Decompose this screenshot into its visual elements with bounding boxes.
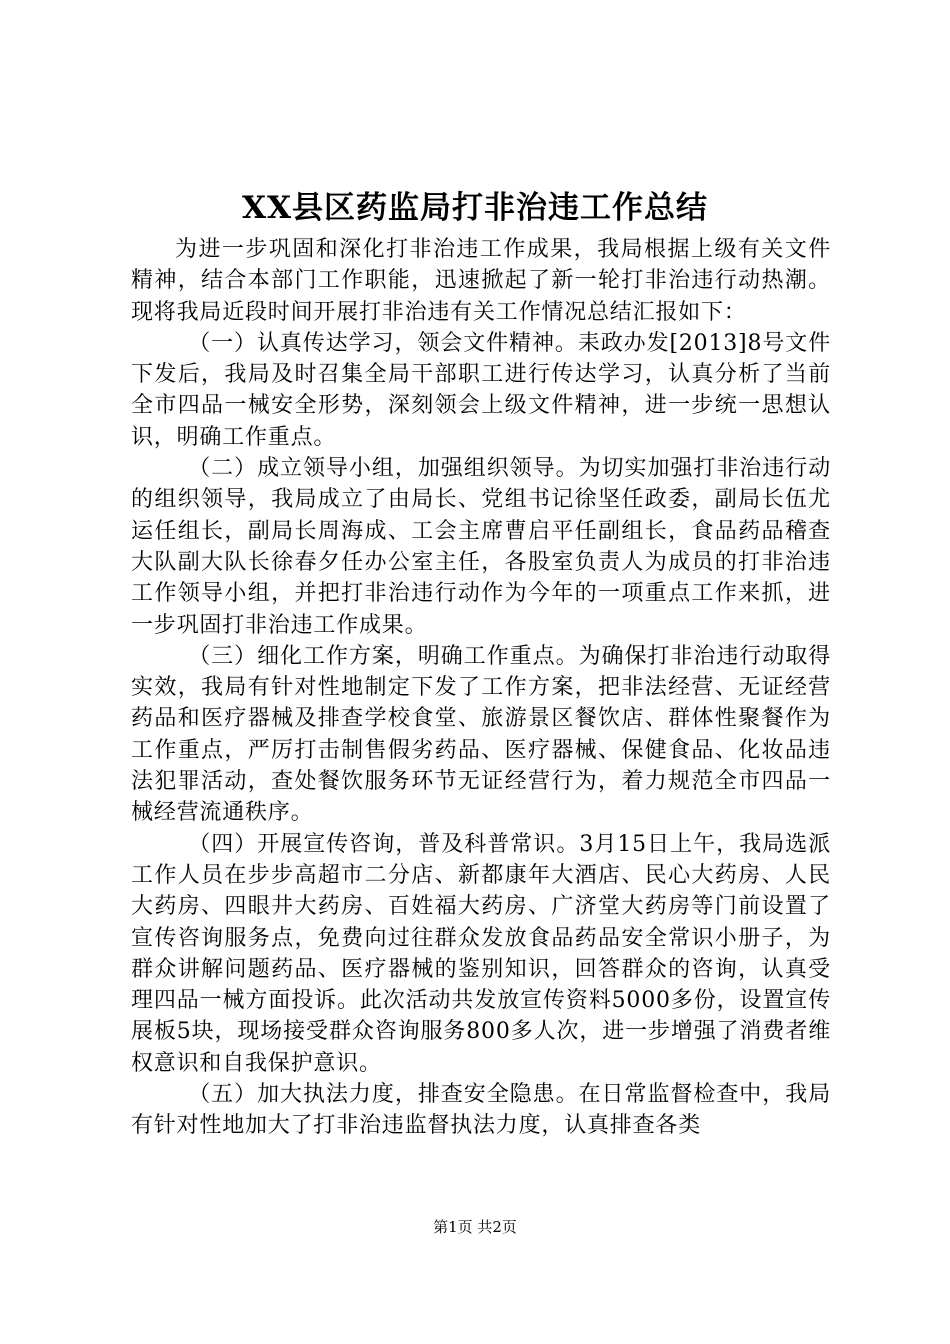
section-2-paragraph: （二）成立领导小组，加强组织领导。为切实加强打非治违行动的组织领导，我局成立了由局长、党组书记徐坚任政委，副局长伍尤运任组长，副局长周海成、工会主席曹启平任副组长，食品药品稽查大队副大队长徐春夕任办公室主任，各股室负责人为成员的打非治违工作领导小组，并把打非治违行动作为今年的一项重点工作来抓，进一步巩固打非治违工作成果。: [131, 456, 831, 638]
document-title: XX县区药监局打非治违工作总结: [241, 190, 709, 226]
section-1-paragraph: （一）认真传达学习，领会文件精神。耒政办发[2013]8号文件下发后，我局及时召集全局干部职工进行传达学习，认真分析了当前全市四品一械安全形势，深刻领会上级文件精神，进一步统一思想认识，明确工作重点。: [131, 330, 831, 450]
section-3-paragraph: （三）细化工作方案，明确工作重点。为确保打非治违行动取得实效，我局有针对性地制定下发了工作方案，把非法经营、无证经营药品和医疗器械及排查学校食堂、旅游景区餐饮店、群体性聚餐作为工作重点，严厉打击制售假劣药品、医疗器械、保健食品、化妆品违法犯罪活动，查处餐饮服务环节无证经营行为，着力规范全市四品一械经营流通秩序。: [131, 643, 831, 826]
section-5-paragraph: （五）加大执法力度，排查安全隐患。在日常监督检查中，我局有针对性地加大了打非治违监督执法力度，认真排查各类: [131, 1082, 831, 1139]
document-body: [131, 234, 831, 1142]
section-4-paragraph: （四）开展宣传咨询，普及科普常识。3月15日上午，我局选派工作人员在步步高超市二分店、新都康年大酒店、民心大药房、人民大药房、四眼井大药房、百姓福大药房、广济堂大药房等门前设置了宣传咨询服务点，免费向过往群众发放食品药品安全常识小册子，为群众讲解问题药品、医疗器械的鉴别知识，回答群众的咨询，认真受理四品一械方面投诉。此次活动共发放宣传资料5000多份，设置宣传展板5块，现场接受群众咨询服务800多人次，进一步增强了消费者维权意识和自我保护意识。: [131, 831, 831, 1076]
intro-paragraph: 为进一步巩固和深化打非治违工作成果，我局根据上级有关文件精神，结合本部门工作职能，迅速掀起了新一轮打非治违行动热潮。现将我局近段时间开展打非治违有关工作情况总结汇报如下：: [131, 237, 831, 325]
page-footer: 第1页 共2页: [433, 1218, 517, 1236]
